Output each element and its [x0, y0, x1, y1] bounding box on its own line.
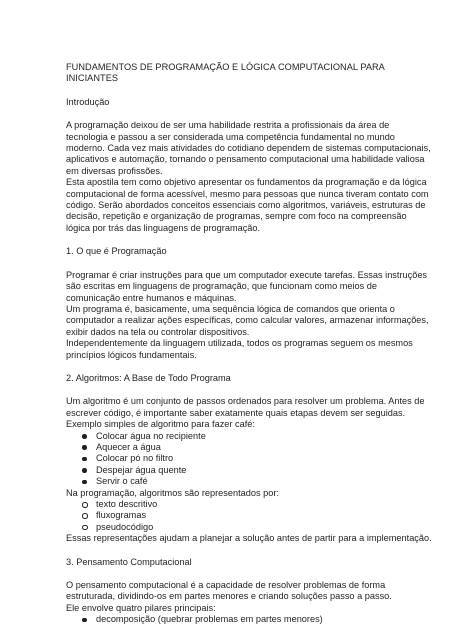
- spacer: [66, 545, 432, 557]
- spacer: [66, 361, 432, 373]
- section-2-paragraph-2: Exemplo simples de algoritmo para fazer café:: [66, 419, 255, 430]
- section-2-paragraph-3: Na programação, algoritmos são representados por:: [66, 487, 279, 498]
- section-3-paragraph-2: Ele envolve quatro pilares principais:: [66, 602, 216, 613]
- intro-paragraph-1: A programação deixou de ser uma habilidade restrita a profissionais da área de tecnologia e passou a ser considerada uma competência fundamental no mundo moderno. Cada vez mais atividades do cotidiano dependem de sistemas computacionais, aplicativos e automação, tornando o pensamento computacional uma habilidade valiosa em diversas profissões.: [66, 120, 431, 176]
- list-item: Servir o café: [66, 476, 432, 487]
- document-page: [66, 62, 432, 626]
- list-item: Colocar água no recipiente: [66, 431, 432, 442]
- list-item: decomposição (quebrar problemas em partes menores): [66, 614, 432, 625]
- representations-list: [66, 499, 432, 533]
- section-2-paragraph-4: Essas representações ajudam a planejar a solução antes de partir para a implementação.: [66, 533, 432, 544]
- list-item: Despejar água quente: [66, 465, 432, 476]
- list-item: texto descritivo: [66, 499, 432, 510]
- section-1-heading: 1. O que é Programação: [66, 246, 167, 257]
- section-3-paragraph-1: O pensamento computacional é a capacidade de resolver problemas de forma estruturada, dividindo-os em partes menores e criando soluções passo a passo.: [66, 580, 392, 602]
- section-2-heading: 2. Algoritmos: A Base de Todo Programa: [66, 372, 231, 383]
- coffee-steps-list: [66, 431, 432, 488]
- section-1-paragraph-1: Programar é criar instruções para que um computador execute tarefas. Essas instruções são escritas em linguagens de programação, que funcionam como meios de comunicação entre humanos e máquinas.: [66, 269, 428, 303]
- list-item: Aquecer a água: [66, 442, 432, 453]
- document-title: FUNDAMENTOS DE PROGRAMAÇÃO E LÓGICA COMPUTACIONAL PARA INICIANTES: [66, 62, 385, 84]
- spacer: [66, 234, 432, 246]
- list-item: pseudocódigo: [66, 522, 432, 533]
- section-1-paragraph-2: Um programa é, basicamente, uma sequência lógica de comandos que orienta o computador a realizar ações específicas, como calcular valores, armazenar informações, exibir dados na tela ou controlar dispositivos.: [66, 303, 429, 337]
- intro-paragraph-2: Esta apostila tem como objetivo apresentar os fundamentos da programação e da lógica computacional de forma acessível, mesmo para pessoas que nunca tiveram contato com código. Serão abordados conceitos essenciais como algoritmos, variáveis, estruturas de decisão, repetição e organização de programas, sempre com foco na compreensão lógica por trás das linguagens de programação.: [66, 177, 429, 233]
- list-item: Colocar pó no filtro: [66, 453, 432, 464]
- section-3-heading: 3. Pensamento Computacional: [66, 556, 192, 567]
- list-item: fluxogramas: [66, 510, 432, 521]
- intro-heading: Introdução: [66, 96, 110, 107]
- section-1-paragraph-3: Independentemente da linguagem utilizada, todos os programas seguem os mesmos princípios lógicos fundamentais.: [66, 338, 413, 360]
- section-2-paragraph-1: Um algoritmo é um conjunto de passos ordenados para resolver um problema. Antes de escrever código, é importante saber exatamente quais etapas devem ser seguidas.: [66, 396, 425, 418]
- pillars-list: [66, 614, 432, 625]
